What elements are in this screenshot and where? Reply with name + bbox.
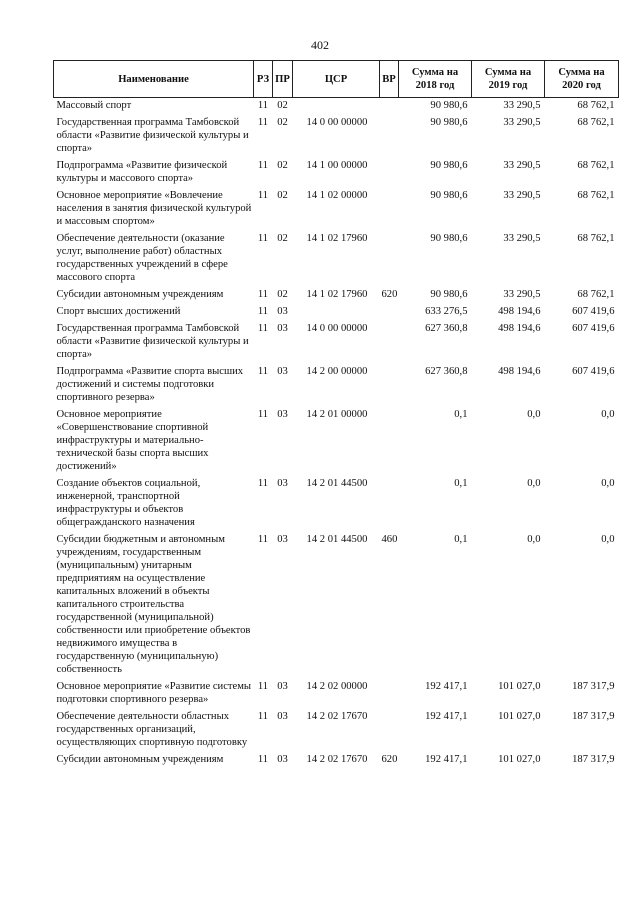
cell-vr (380, 158, 399, 188)
cell-name: Основное мероприятие «Вовлечение населения в занятия физической культурой и массовым спортом» (56, 190, 252, 227)
cell-csr: 14 0 00 00000 (306, 117, 368, 128)
cell-sum-2018: 627 360,8 (425, 323, 468, 334)
cell-vr (380, 115, 399, 158)
cell-sum-2020: 68 762,1 (577, 100, 615, 111)
cell-name: Обеспечение деятельности областных государственных организаций, осуществляющих спортивную подготовку (56, 711, 248, 748)
cell-sum-2019: 101 027,0 (498, 681, 541, 692)
cell-rz: 11 (257, 478, 269, 489)
cell-sum-2018: 0,1 (454, 534, 468, 545)
cell-sum-2020: 0,0 (601, 409, 615, 420)
cell-csr: 14 2 00 00000 (306, 366, 368, 377)
cell-csr: 14 2 01 44500 (306, 478, 368, 489)
cell-vr (380, 98, 399, 116)
cell-csr: 14 2 02 17670 (306, 754, 368, 765)
table-row (54, 158, 619, 188)
col-header-sum-2018: Сумма на 2018 год (399, 61, 472, 98)
cell-rz: 11 (257, 711, 269, 722)
cell-sum-2020: 607 419,6 (572, 366, 615, 377)
cell-rz: 11 (257, 117, 269, 128)
cell-sum-2019: 33 290,5 (503, 190, 541, 201)
cell-sum-2020: 68 762,1 (577, 160, 615, 171)
table-body (54, 98, 619, 770)
table-row (54, 321, 619, 364)
cell-sum-2019: 33 290,5 (503, 100, 541, 111)
cell-vr (380, 709, 399, 752)
table-row (54, 532, 619, 679)
table-row (54, 407, 619, 476)
cell-sum-2020: 0,0 (601, 478, 615, 489)
cell-name: Основное мероприятие «Развитие системы подготовки спортивного резерва» (56, 681, 252, 705)
table-row (54, 231, 619, 287)
cell-rz: 11 (257, 366, 269, 377)
cell-rz: 11 (257, 306, 269, 317)
table-row (54, 98, 619, 116)
cell-pr: 03 (277, 409, 288, 420)
budget-table (53, 60, 619, 769)
cell-sum-2019: 33 290,5 (503, 160, 541, 171)
cell-csr: 14 1 02 17960 (306, 289, 368, 300)
table-row (54, 752, 619, 769)
table-row (54, 304, 619, 321)
cell-pr: 02 (277, 289, 288, 300)
cell-csr: 14 2 02 17670 (306, 711, 368, 722)
cell-sum-2018: 90 980,6 (430, 160, 468, 171)
col-header-sum-2019: Сумма на 2019 год (472, 61, 545, 98)
cell-pr: 03 (277, 534, 288, 545)
cell-sum-2020: 0,0 (601, 534, 615, 545)
cell-pr: 03 (277, 323, 288, 334)
cell-sum-2018: 0,1 (454, 409, 468, 420)
cell-pr: 03 (277, 711, 288, 722)
table-header (54, 61, 619, 98)
table-row (54, 679, 619, 709)
cell-vr: 620 (381, 289, 398, 300)
cell-csr: 14 1 02 00000 (306, 190, 368, 201)
cell-rz: 11 (257, 409, 269, 420)
cell-pr: 02 (277, 160, 288, 171)
cell-name: Подпрограмма «Развитие физической культуры и массового спорта» (56, 160, 228, 184)
col-header-pr: ПР (273, 61, 293, 98)
cell-sum-2018: 633 276,5 (425, 306, 468, 317)
cell-csr: 14 2 01 44500 (306, 534, 368, 545)
col-header-vr: ВР (380, 61, 399, 98)
cell-pr: 02 (277, 190, 288, 201)
cell-sum-2020: 187 317,9 (572, 681, 615, 692)
cell-pr: 02 (277, 100, 288, 111)
cell-rz: 11 (257, 754, 269, 765)
cell-vr (380, 321, 399, 364)
col-header-rz: РЗ (254, 61, 273, 98)
cell-pr: 03 (277, 478, 288, 489)
cell-name: Основное мероприятие «Совершенствование спортивной инфраструктуры и материально-технической базы спорта высших достижений» (56, 409, 209, 472)
col-header-csr: ЦСР (293, 61, 380, 98)
cell-sum-2018: 90 980,6 (430, 100, 468, 111)
cell-rz: 11 (257, 681, 269, 692)
cell-sum-2018: 192 417,1 (425, 681, 468, 692)
cell-rz: 11 (257, 100, 269, 111)
cell-sum-2020: 68 762,1 (577, 289, 615, 300)
cell-name: Государственная программа Тамбовской области «Развитие физической культуры и спорта» (56, 323, 249, 360)
cell-pr: 03 (277, 754, 288, 765)
cell-name: Спорт высших достижений (56, 306, 181, 317)
table-row (54, 188, 619, 231)
cell-sum-2018: 192 417,1 (425, 711, 468, 722)
cell-sum-2019: 101 027,0 (498, 754, 541, 765)
cell-name: Субсидии автономным учреждениям (56, 289, 224, 300)
cell-sum-2019: 101 027,0 (498, 711, 541, 722)
cell-sum-2018: 192 417,1 (425, 754, 468, 765)
table-row (54, 364, 619, 407)
cell-csr (293, 98, 380, 116)
cell-sum-2020: 607 419,6 (572, 323, 615, 334)
cell-rz: 11 (257, 233, 269, 244)
cell-csr: 14 1 00 00000 (306, 160, 368, 171)
cell-sum-2019: 33 290,5 (503, 233, 541, 244)
cell-sum-2018: 0,1 (454, 478, 468, 489)
cell-sum-2020: 68 762,1 (577, 233, 615, 244)
cell-name: Массовый спорт (56, 100, 132, 111)
cell-name: Обеспечение деятельности (оказание услуг, выполнение работ) областных государственных учреждений в сфере массового спорта (56, 233, 228, 283)
cell-csr: 14 1 02 17960 (306, 233, 368, 244)
table-row (54, 287, 619, 304)
cell-csr: 14 2 02 00000 (306, 681, 368, 692)
cell-sum-2019: 0,0 (527, 409, 541, 420)
col-header-sum-2020: Сумма на 2020 год (545, 61, 619, 98)
cell-sum-2020: 68 762,1 (577, 117, 615, 128)
cell-sum-2020: 187 317,9 (572, 711, 615, 722)
cell-sum-2019: 498 194,6 (498, 306, 541, 317)
table-row (54, 476, 619, 532)
table-row (54, 115, 619, 158)
cell-rz: 11 (257, 534, 269, 545)
cell-name: Создание объектов социальной, инженерной, транспортной инфраструктуры и объектов общегражданского назначения (56, 478, 201, 528)
cell-sum-2018: 90 980,6 (430, 117, 468, 128)
cell-pr: 02 (277, 117, 288, 128)
cell-sum-2019: 33 290,5 (503, 117, 541, 128)
cell-pr: 03 (277, 366, 288, 377)
cell-sum-2018: 90 980,6 (430, 233, 468, 244)
col-header-name: Наименование (54, 61, 254, 98)
cell-name: Государственная программа Тамбовской области «Развитие физической культуры и спорта» (56, 117, 249, 154)
cell-csr: 14 0 00 00000 (306, 323, 368, 334)
cell-sum-2019: 498 194,6 (498, 323, 541, 334)
cell-vr: 460 (381, 534, 398, 545)
cell-vr: 620 (381, 754, 398, 765)
cell-sum-2020: 187 317,9 (572, 754, 615, 765)
cell-vr (380, 476, 399, 532)
cell-sum-2019: 498 194,6 (498, 366, 541, 377)
cell-sum-2018: 627 360,8 (425, 366, 468, 377)
cell-name: Субсидии автономным учреждениям (56, 754, 224, 765)
cell-name: Субсидии бюджетным и автономным учреждениям, государственным (муниципальным) унитарным предприятиям на осуществление капитальных вложений в объекты капитального строительства государственной (муниципальной) собственности или приобретение объектов недвижимого имущества в государственную (муниципальную) собственность (56, 534, 251, 675)
page-number: 402 (311, 38, 329, 52)
cell-csr (293, 304, 380, 321)
cell-vr (380, 188, 399, 231)
cell-pr: 02 (277, 233, 288, 244)
cell-vr (380, 679, 399, 709)
cell-sum-2020: 607 419,6 (572, 306, 615, 317)
cell-sum-2019: 0,0 (527, 534, 541, 545)
cell-sum-2019: 0,0 (527, 478, 541, 489)
cell-pr: 03 (277, 681, 288, 692)
cell-sum-2018: 90 980,6 (430, 289, 468, 300)
cell-vr (380, 231, 399, 287)
cell-rz: 11 (257, 323, 269, 334)
cell-sum-2020: 68 762,1 (577, 190, 615, 201)
cell-vr (380, 304, 399, 321)
table-row (54, 709, 619, 752)
cell-pr: 03 (277, 306, 288, 317)
cell-vr (380, 364, 399, 407)
cell-rz: 11 (257, 289, 269, 300)
cell-vr (380, 407, 399, 476)
cell-rz: 11 (257, 160, 269, 171)
cell-sum-2018: 90 980,6 (430, 190, 468, 201)
cell-sum-2019: 33 290,5 (503, 289, 541, 300)
cell-csr: 14 2 01 00000 (306, 409, 368, 420)
cell-rz: 11 (257, 190, 269, 201)
cell-name: Подпрограмма «Развитие спорта высших достижений и системы подготовки спортивного резерва» (56, 366, 244, 403)
